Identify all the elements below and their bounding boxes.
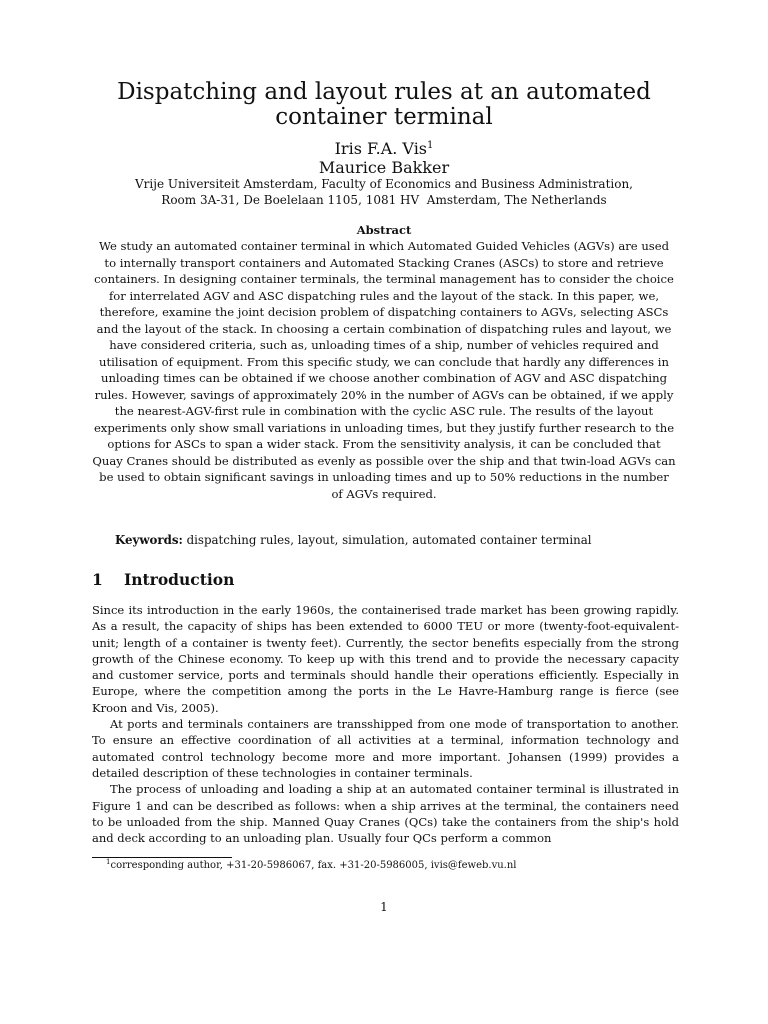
footnote-text: corresponding author, +31-20-5986067, fax. +31-20-5986005, ivis@feweb.vu.nl: [110, 860, 517, 871]
author-name: Maurice Bakker: [318, 158, 450, 177]
author-2: [84, 158, 684, 177]
author-block: [84, 139, 684, 177]
footnote-mark: 1: [106, 858, 111, 866]
section-title: Introduction: [124, 570, 235, 589]
section-number: 1: [92, 570, 103, 589]
affiliation-line: Room 3A-31, De Boelelaan 1105, 1081 HV Amsterdam, The Netherlands: [161, 193, 607, 207]
abstract-text: We study an automated container terminal in which Automated Guided Vehicles (AGVs) are used to internally transport containers and Automated Stacking Cranes (ASCs) to store and retrieve containers. In designing container terminals, the terminal management has to consider the choice for interrelated AGV and ASC dispatching rules and the layout of the stack. In this paper, we, therefore, examine the joint decision problem of dispatching containers to AGVs, selecting ASCs and the layout of the stack. In choosing a certain combination of dispatching rules and layout, we have considered criteria, such as, unloading times of a ship, number of vehicles required and utilisation of equipment. From this specific study, we can conclude that hardly any differences in unloading times can be obtained if we choose another combination of AGV and ASC dispatching rules. However, savings of approximately 20% in the number of AGVs can be obtained, if we apply the nearest-AGV-first rule in combination with the cyclic ASC rule. The results of the layout experiments only show small variations in unloading times, but they justify further research to the options for ASCs to span a wider stack. From the sensitivity analysis, it can be concluded that Quay Cranes should be distributed as evenly as possible over the ship and that twin-load AGVs can be used to obtain significant savings in unloading times and up to 50% reductions in the number of AGVs required.: [92, 239, 676, 501]
abstract-heading: Abstract: [356, 223, 412, 237]
paragraph: At ports and terminals containers are transshipped from one mode of transportation to another. To ensure an effective coordination of all activities at a terminal, information technology and automated control technology become more and more important. Johansen (1999) provides a detailed description of these technologies in container terminals.: [92, 717, 679, 780]
keywords-label: Keywords:: [115, 533, 183, 547]
body-text: [92, 602, 679, 846]
section-heading: [92, 570, 676, 590]
paper-title: Dispatching and layout rules at an automated container terminal: [117, 79, 651, 130]
keywords-text: dispatching rules, layout, simulation, automated container terminal: [186, 533, 592, 547]
affiliation-line: Vrije Universiteit Amsterdam, Faculty of Economics and Business Administration,: [134, 177, 633, 191]
author-name: Iris F.A. Vis: [334, 139, 428, 158]
author-1: [84, 139, 684, 158]
paragraph: Since its introduction in the early 1960s, the containerised trade market has been growing rapidly. As a result, the capacity of ships has been extended to 6000 TEU or more (twenty-foot-equivalent-unit; length of a container is twenty feet). Currently, the sector benefits especially from the strong growth of the Chinese economy. To keep up with this trend and to provide the necessary capacity and customer service, ports and terminals should handle their operations efficiently. Especially in Europe, where the competition among the ports in the Le Havre-Hamburg range is fierce (see Kroon and Vis, 2005).: [92, 603, 679, 715]
footnote: [106, 859, 676, 872]
paragraph: The process of unloading and loading a ship at an automated container terminal is illustrated in Figure 1 and can be described as follows: when a ship arrives at the terminal, the containers need to be unloaded from the ship. Manned Quay Cranes (QCs) take the containers from the ship's hold and deck according to an unloading plan. Usually four QCs perform a common: [92, 782, 679, 846]
affiliation: [84, 176, 684, 208]
footnote-marker: 1: [427, 140, 434, 151]
footnote-rule: [92, 857, 232, 858]
keywords-line: [115, 532, 675, 548]
page-number: 1: [380, 900, 388, 914]
